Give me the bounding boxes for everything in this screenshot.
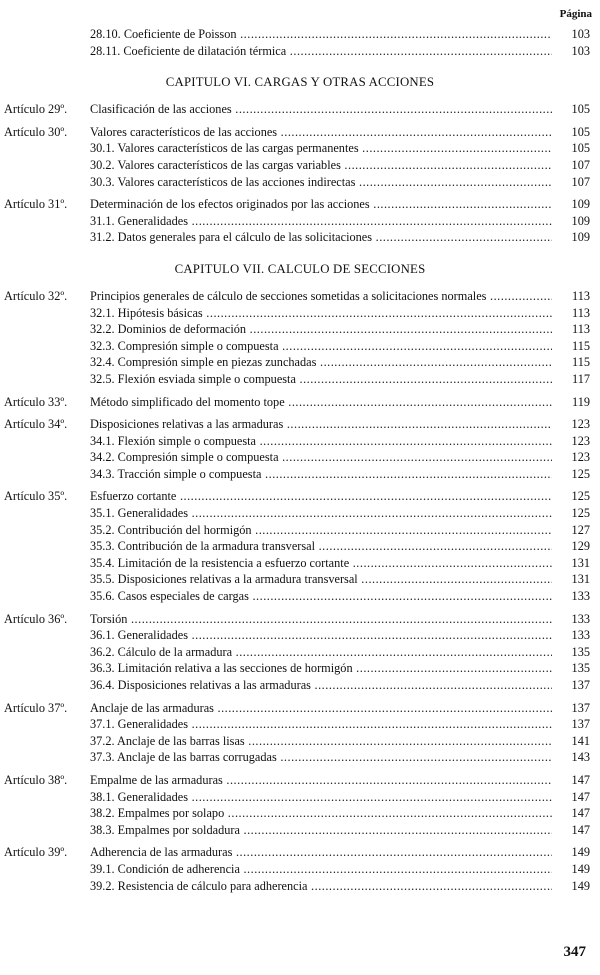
- entry-title: Disposiciones relativas a las armaduras .....: [90, 416, 552, 433]
- entry-page: 147: [571, 789, 590, 804]
- entry-title: Método simplificado del momento tope .....: [90, 394, 552, 411]
- entry-page: 137: [571, 717, 590, 732]
- entry-title: 31.1. Generalidades .....: [90, 213, 552, 230]
- entry-title: 30.3. Valores característicos de las acciones indirectas .....: [90, 174, 552, 191]
- entry-page: 105: [571, 102, 590, 117]
- toc-subsection-row: [0, 878, 600, 895]
- entry-title: 28.10. Coeficiente de Poisson .....: [90, 26, 552, 43]
- entry-title: 36.2. Cálculo de la armadura .....: [90, 644, 552, 661]
- entry-title: 38.1. Generalidades .....: [90, 789, 552, 806]
- entry-title: Adherencia de las armaduras .....: [90, 844, 552, 861]
- toc-subsection-row: [0, 660, 600, 677]
- toc-subsection-row: [0, 789, 600, 806]
- page-header-pagina: Página: [559, 8, 592, 20]
- toc-subsection-row: [0, 433, 600, 450]
- entry-page: 103: [571, 43, 590, 58]
- entry-page: 125: [571, 466, 590, 481]
- toc-subsection-row: [0, 213, 600, 230]
- chapter-heading: CAPITULO VI. CARGAS Y OTRAS ACCIONES: [165, 75, 435, 90]
- entry-title: Principios generales de cálculo de secciones sometidas a solicitaciones normales .....: [90, 288, 552, 305]
- entry-title: 35.4. Limitación de la resistencia a esfuerzo cortante .....: [90, 555, 552, 572]
- entry-title: 30.2. Valores característicos de las cargas variables .....: [90, 157, 552, 174]
- toc-article-row: [0, 700, 600, 717]
- article-label: Artículo 36º.: [4, 611, 68, 626]
- toc-subsection-row: [0, 733, 600, 750]
- entry-title: 30.1. Valores característicos de las cargas permanentes .....: [90, 140, 552, 157]
- entry-title: 31.2. Datos generales para el cálculo de las solicitaciones .....: [90, 229, 552, 246]
- toc-subsection-row: [0, 805, 600, 822]
- toc-subsection-row: [0, 627, 600, 644]
- entry-title: 34.1. Flexión simple o compuesta .....: [90, 433, 552, 450]
- entry-title: 34.2. Compresión simple o compuesta .....: [90, 449, 552, 466]
- entry-title: 32.3. Compresión simple o compuesta .....: [90, 338, 552, 355]
- entry-title: 32.2. Dominios de deformación .....: [90, 321, 552, 338]
- entry-page: 135: [571, 644, 590, 659]
- entry-page: 107: [571, 157, 590, 172]
- entry-page: 127: [571, 522, 590, 537]
- toc-subsection-row: [0, 321, 600, 338]
- entry-page: 131: [571, 555, 590, 570]
- entry-page: 113: [572, 288, 590, 303]
- entry-title: Clasificación de las acciones .....: [90, 101, 552, 118]
- entry-title: Anclaje de las armaduras .....: [90, 700, 552, 717]
- entry-page: 149: [571, 845, 590, 860]
- toc-subsection-row: [0, 466, 600, 483]
- entry-page: 113: [572, 322, 590, 337]
- toc-subsection-row: [0, 371, 600, 388]
- toc-article-row: [0, 124, 600, 141]
- toc-subsection-row: [0, 749, 600, 766]
- entry-page: 147: [571, 806, 590, 821]
- entry-title: 35.3. Contribución de la armadura transversal .....: [90, 538, 552, 555]
- toc-article-row: [0, 416, 600, 433]
- entry-title: 32.5. Flexión esviada simple o compuesta .....: [90, 371, 552, 388]
- entry-title: Determinación de los efectos originados por las acciones .....: [90, 196, 552, 213]
- entry-page: 149: [571, 878, 590, 893]
- entry-page: 107: [571, 174, 590, 189]
- entry-page: 109: [571, 197, 590, 212]
- toc-article-row: [0, 488, 600, 505]
- entry-page: 123: [571, 450, 590, 465]
- entry-title: 32.4. Compresión simple en piezas zunchadas .....: [90, 354, 552, 371]
- toc-subsection-row: [0, 157, 600, 174]
- entry-page: 123: [571, 417, 590, 432]
- entry-title: 37.1. Generalidades .....: [90, 716, 552, 733]
- entry-page: 125: [571, 489, 590, 504]
- entry-title: 28.11. Coeficiente de dilatación térmica .....: [90, 43, 552, 60]
- toc-article-row: [0, 772, 600, 789]
- entry-title: 36.3. Limitación relativa a las secciones de hormigón .....: [90, 660, 552, 677]
- entry-page: 149: [571, 861, 590, 876]
- toc-subsection-row: [0, 716, 600, 733]
- entry-title: Empalme de las armaduras .....: [90, 772, 552, 789]
- entry-title: 35.5. Disposiciones relativas a la armadura transversal .....: [90, 571, 552, 588]
- article-label: Artículo 37º.: [4, 700, 68, 715]
- entry-title: 35.2. Contribución del hormigón .....: [90, 522, 552, 539]
- entry-title: Torsión .....: [90, 611, 552, 628]
- entry-title: Esfuerzo cortante .....: [90, 488, 552, 505]
- entry-page: 105: [571, 124, 590, 139]
- entry-page: 125: [571, 506, 590, 521]
- entry-title: 37.2. Anclaje de las barras lisas .....: [90, 733, 552, 750]
- entry-title: 36.4. Disposiciones relativas a las armaduras .....: [90, 677, 552, 694]
- article-label: Artículo 29º.: [4, 102, 68, 117]
- entry-page: 147: [571, 772, 590, 787]
- entry-page: 129: [571, 539, 590, 554]
- toc-subsection-row: [0, 644, 600, 661]
- toc-subsection-row: [0, 505, 600, 522]
- entry-page: 137: [571, 678, 590, 692]
- article-label: Artículo 34º.: [4, 417, 68, 432]
- toc-article-row: [0, 196, 600, 213]
- entry-page: 115: [572, 355, 590, 370]
- toc-subsection-row: [0, 449, 600, 466]
- entry-page: 119: [572, 394, 590, 409]
- entry-page: 131: [571, 572, 590, 587]
- article-label: Artículo 30º.: [4, 124, 68, 139]
- page-number: 347: [563, 944, 586, 960]
- toc-subsection-row: [0, 140, 600, 157]
- toc-article-row: [0, 101, 600, 118]
- entry-page: 113: [572, 305, 590, 320]
- entry-title: Valores característicos de las acciones .....: [90, 124, 552, 141]
- toc-article-row: [0, 844, 600, 861]
- toc-subsection-row: [0, 43, 600, 60]
- article-label: Artículo 33º.: [4, 394, 68, 409]
- article-label: Artículo 32º.: [4, 288, 68, 303]
- toc-subsection-row: [0, 338, 600, 355]
- entry-page: 103: [571, 27, 590, 41]
- toc-subsection-row: [0, 538, 600, 555]
- toc-subsection-row: [0, 354, 600, 371]
- entry-page: 133: [571, 628, 590, 643]
- toc-subsection-row: [0, 174, 600, 191]
- entry-title: 39.2. Resistencia de cálculo para adherencia .....: [90, 878, 552, 895]
- table-of-contents: [0, 26, 600, 894]
- toc-subsection-row: [0, 861, 600, 878]
- article-label: Artículo 31º.: [4, 197, 68, 212]
- toc-subsection-row: [0, 555, 600, 572]
- entry-page: 137: [571, 700, 590, 715]
- toc-subsection-row: [0, 522, 600, 539]
- entry-page: 133: [571, 611, 590, 626]
- entry-title: 39.1. Condición de adherencia .....: [90, 861, 552, 878]
- toc-subsection-row: [0, 26, 600, 43]
- chapter-heading: CAPITULO VII. CALCULO DE SECCIONES: [174, 261, 426, 276]
- toc-subsection-row: [0, 305, 600, 322]
- entry-page: 141: [571, 733, 590, 748]
- entry-title: 38.3. Empalmes por soldadura .....: [90, 822, 552, 839]
- entry-title: 32.1. Hipótesis básicas .....: [90, 305, 552, 322]
- entry-page: 147: [571, 822, 590, 837]
- toc-subsection-row: [0, 588, 600, 605]
- article-label: Artículo 35º.: [4, 489, 68, 504]
- article-label: Artículo 38º.: [4, 772, 68, 787]
- entry-page: 123: [571, 433, 590, 448]
- entry-title: 36.1. Generalidades .....: [90, 627, 552, 644]
- entry-page: 117: [572, 371, 590, 386]
- entry-page: 109: [571, 213, 590, 228]
- entry-page: 115: [572, 338, 590, 353]
- entry-page: 133: [571, 589, 590, 604]
- toc-subsection-row: [0, 571, 600, 588]
- article-label: Artículo 39º.: [4, 845, 68, 860]
- entry-title: 35.1. Generalidades .....: [90, 505, 552, 522]
- toc-article-row: [0, 288, 600, 305]
- toc-subsection-row: [0, 229, 600, 246]
- entry-title: 37.3. Anclaje de las barras corrugadas .....: [90, 749, 552, 766]
- toc-article-row: [0, 394, 600, 411]
- toc-subsection-row: [0, 677, 600, 694]
- entry-page: 135: [571, 661, 590, 676]
- entry-title: 34.3. Tracción simple o compuesta .....: [90, 466, 552, 483]
- toc-article-row: [0, 611, 600, 628]
- entry-title: 35.6. Casos especiales de cargas .....: [90, 588, 552, 605]
- entry-page: 109: [571, 230, 590, 245]
- entry-page: 105: [571, 141, 590, 156]
- entry-title: 38.2. Empalmes por solapo .....: [90, 805, 552, 822]
- entry-page: 143: [571, 750, 590, 765]
- toc-subsection-row: [0, 822, 600, 839]
